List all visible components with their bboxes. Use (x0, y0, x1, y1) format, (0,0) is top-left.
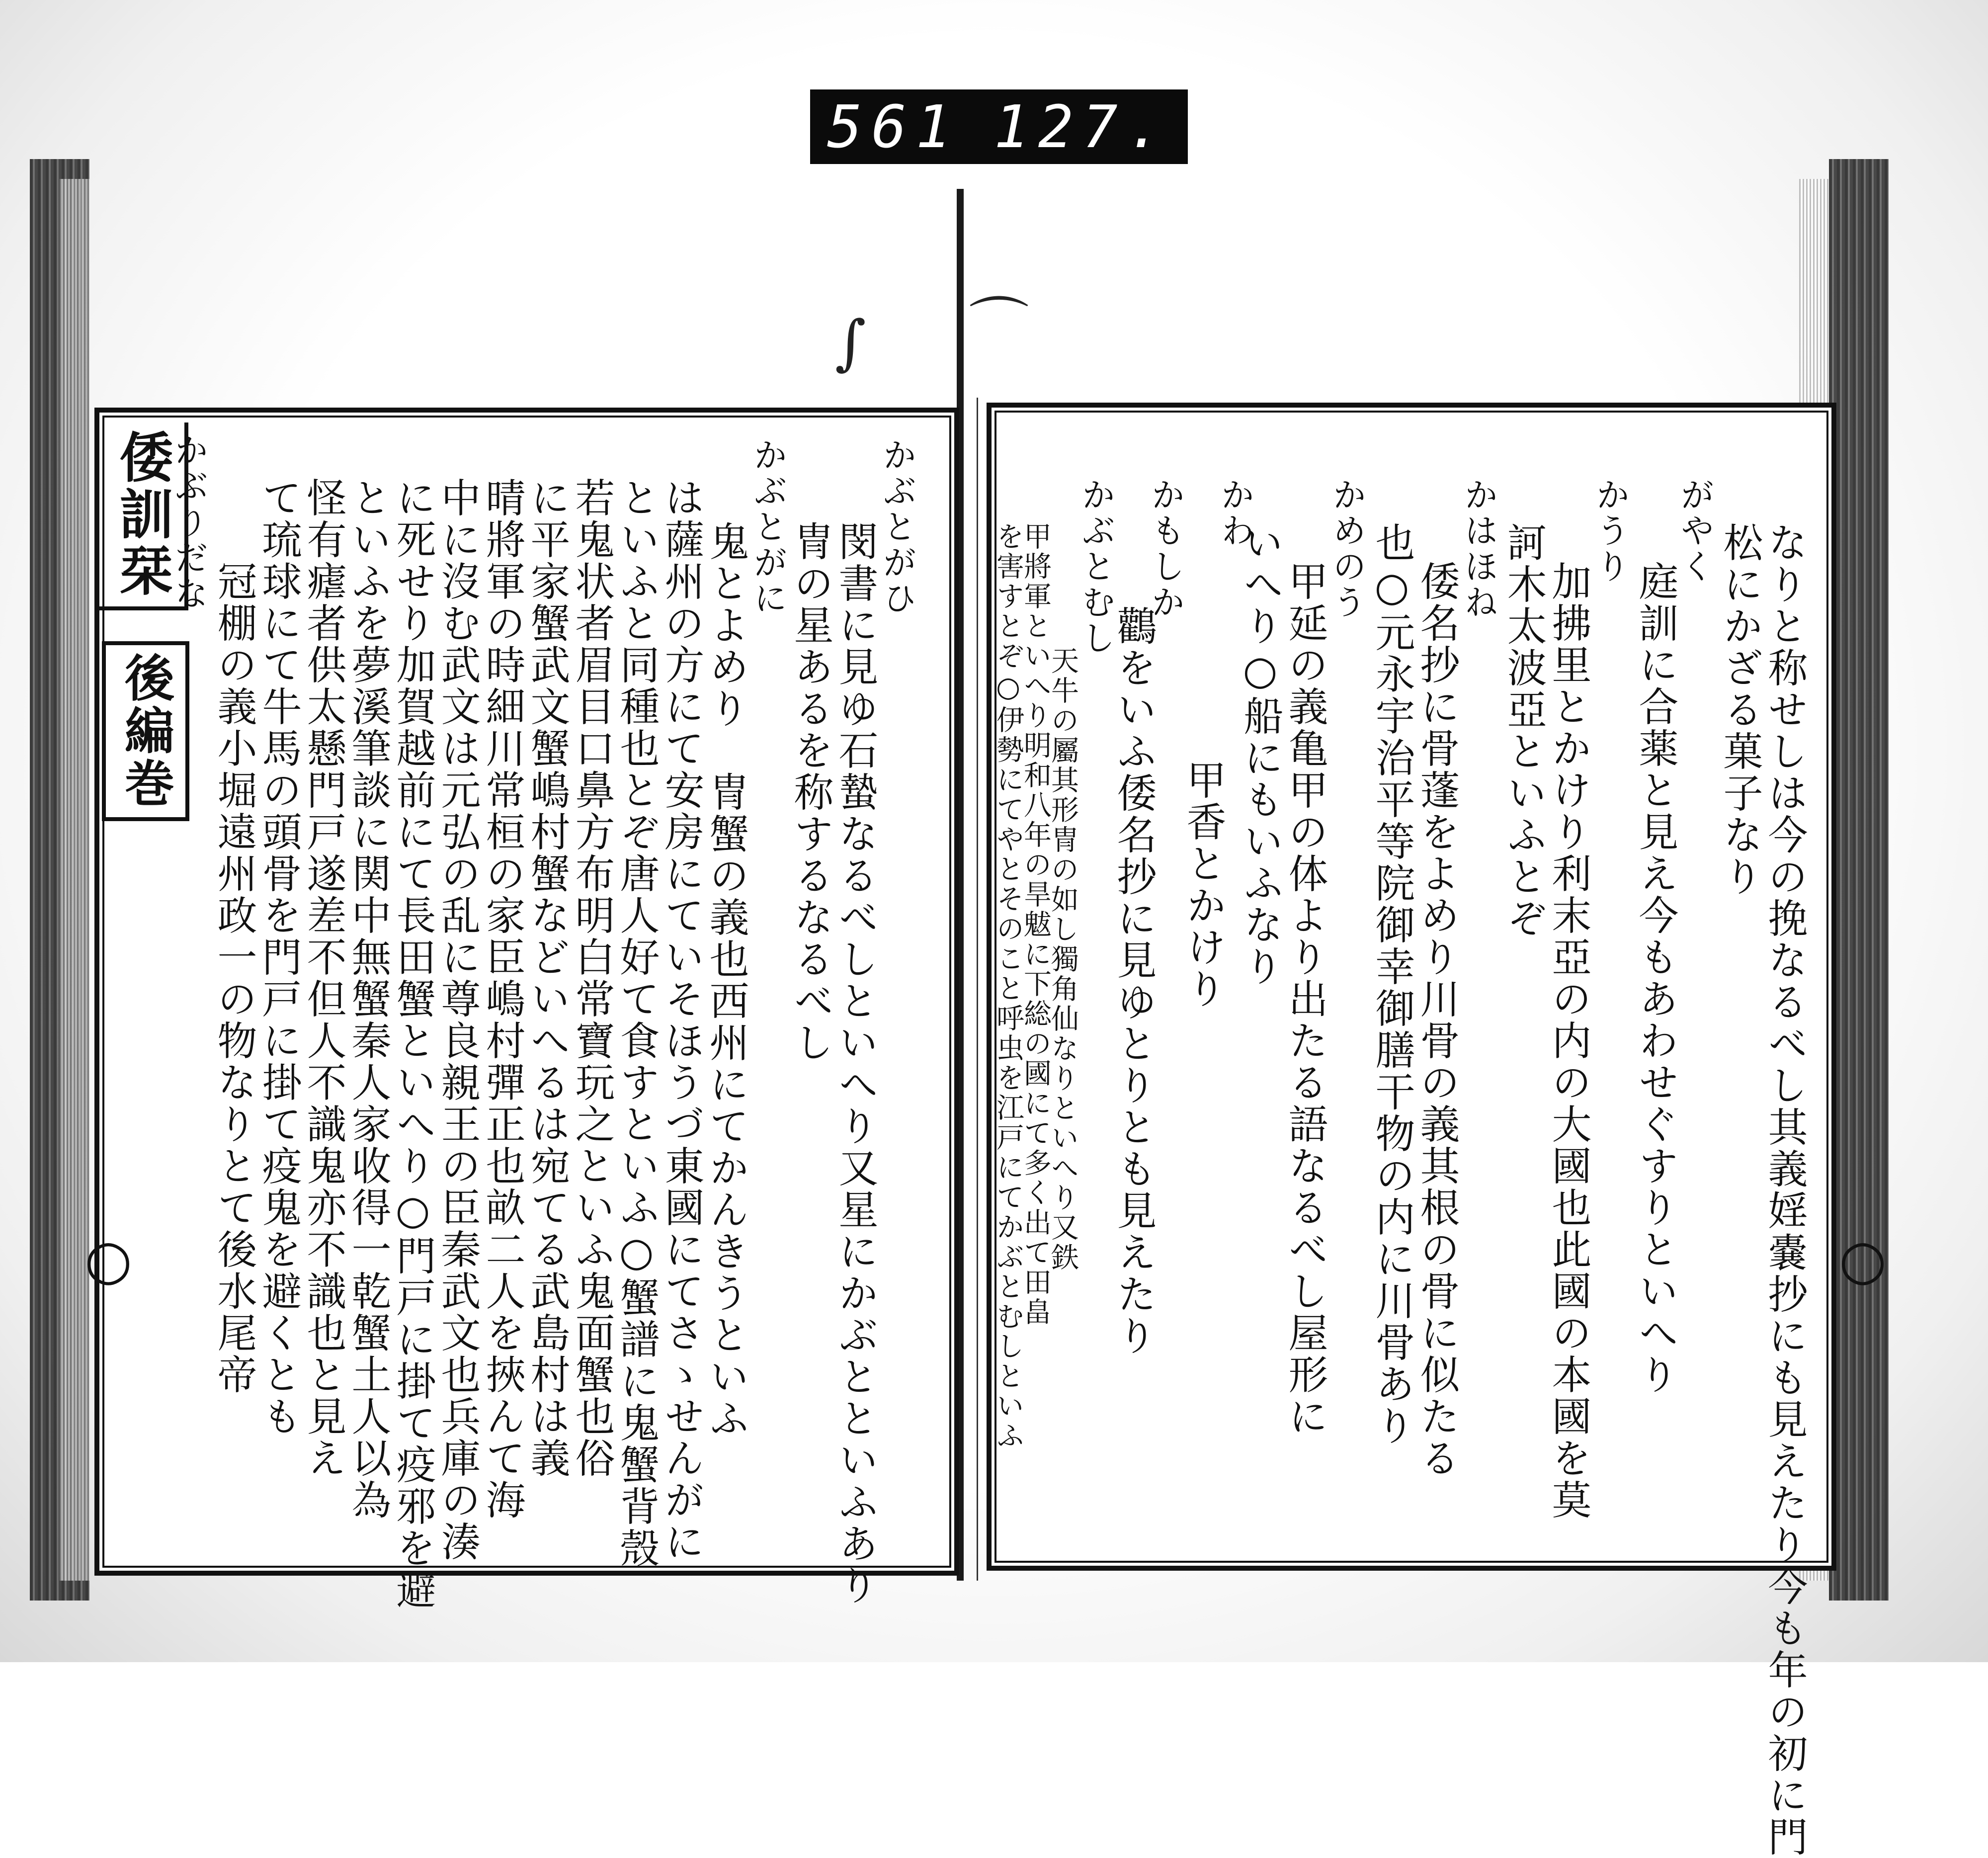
text-column: 庭訓に合薬と見え今もあわせぐすりといへり (1632, 477, 1678, 1396)
text-column: 晴將軍の時細川常桓の家臣嶋村彈正也畝二人を挾んて海 (479, 477, 525, 1521)
entry-heading-kabutomushi: かぶとむし (1076, 477, 1115, 656)
entry-heading-kabutogai: かぶとがひ (877, 437, 916, 616)
catalog-number-right: 127. (994, 92, 1171, 161)
text-column: 閔書に見ゆ石蟄なるべしといへり又星にかぶとといふあり (832, 437, 878, 1606)
text-column: なりと称せしは今の挽なるべし其義婬嚢抄にも見えたり今も年の初に門 (1761, 522, 1808, 1858)
text-column: 松にかざる菓子なり (1717, 522, 1763, 898)
catalog-number-left: 561 (827, 92, 960, 161)
text-column: いへり○船にもいふなり (1237, 522, 1283, 988)
text-column: 甲將軍といへり明和八年の旱魃に下総の國にて多く出て田畠 (1019, 522, 1052, 1327)
entry-heading-kabutogani: かぶとがに (748, 437, 787, 616)
text-column: 甲香とかけり (1180, 676, 1226, 1010)
catalog-number-label (810, 89, 1188, 164)
text-column: を害すとぞ○伊勢にてやとそのこと呼虫を江戸にてかぶとむしといふ (992, 522, 1024, 1451)
gutter-line (977, 398, 978, 1581)
text-column: 中に沒む武文は元弘の乱に尊良親王の臣秦武文也兵庫の湊 (434, 477, 481, 1563)
text-column: といふと同種也とぞ唐人好て食すといふ○蟹譜に鬼蟹背殼 (613, 477, 660, 1569)
text-column: 甲延の義亀甲の体より出たる語なるべし屋形に (1282, 477, 1328, 1437)
right-book-edge (1829, 159, 1889, 1601)
entry-heading-kauri: かうり (1590, 477, 1630, 585)
text-column: 若鬼状者眉目口鼻方布明白常寶玩之といふ鬼面蟹也俗 (569, 477, 615, 1479)
margin-circle-left: ○ (84, 1228, 132, 1291)
volume-subtitle: 後編巻 (102, 641, 189, 821)
margin-circle-right: ○ (1839, 1228, 1887, 1291)
entry-heading-kamoshika: かもしか (1146, 477, 1185, 620)
ink-flourish: ∫ (835, 308, 866, 377)
entry-heading-gayaku: がやく (1675, 477, 1714, 585)
text-column: に平家蟹武文蟹嶋村蟹などいへるは宛てる武島村は義 (524, 477, 570, 1479)
text-column: 鸛をいふ倭名抄に見ゆとりとも見えたり (1110, 522, 1157, 1357)
text-column: といふを夢溪筆談に関中無蟹秦人家收得一乾蟹土人以為 (345, 477, 391, 1521)
left-page-stack (60, 179, 89, 1581)
entry-heading-kawa: かわ (1215, 477, 1254, 549)
text-column: 天牛の屬其形冑の如し獨角仙なりといへり又鉄 (1047, 587, 1079, 1272)
entry-heading-kamenou: かめのう (1327, 477, 1366, 620)
ink-flourish: ⌒ (969, 292, 1029, 361)
book-title: 倭訓栞 (99, 422, 188, 610)
text-column: 加拂里とかけり利末亞の内の大國也此國の本國を莫 (1545, 477, 1591, 1521)
text-column: 怪有瘧者供太懸門戸遂差不但人不識鬼亦不識也と見え (300, 477, 346, 1479)
text-column: に死せり加賀越前にて長田蟹といへり○門戸に掛て疫邪を避 (390, 477, 436, 1611)
entry-heading-kawahone: かはほね (1459, 477, 1498, 620)
text-column: て琉球にて牛馬の頭骨を門戸に掛て疫鬼を避くとも (255, 477, 302, 1437)
text-column: 冑の星あるを称するなるべし (787, 437, 833, 1064)
entry-heading-kaburidana: かぶりだな (169, 432, 208, 611)
text-column: 冠棚の義小堀遠州政一の物なりとて後水尾帝 (211, 477, 257, 1396)
text-column: は薩州の方にて安房にていそほうづ東國にてさゝせんがに (658, 477, 704, 1563)
text-column: 鬼とよめり 冑蟹の義也西州にてかんきうといふ (703, 437, 749, 1439)
text-column: 也○元永宇治平等院御幸御膳干物の内に川骨あり (1369, 522, 1415, 1447)
text-column: 訶木太波亞といふとぞ (1500, 522, 1547, 939)
text-column: 倭名抄に骨蓬をよめり川骨の義其根の骨に似たる (1413, 477, 1460, 1479)
